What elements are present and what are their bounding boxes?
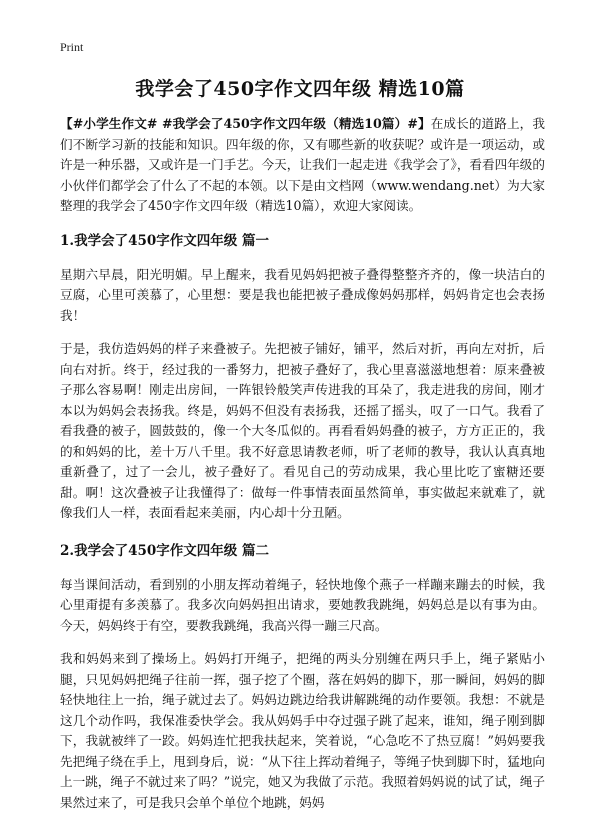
section-paragraph: 每当课间活动，看到别的小朋友挥动着绳子，轻快地像个燕子一样蹦来蹦去的时候，我心里甭提有多羡慕了。我多次向妈妈担出请求，要她教我跳绳，妈妈总是以有事为由。今天，妈妈终于有空，要教我跳绳，我高兴得一蹦三尺高。 <box>60 576 545 633</box>
intro-text: 在成长的道路上，我们不断学习新的技能和知识。四年级的你，又有哪些新的收获呢？或许是一项运动，或许是一种乐器，又或许是一门手艺。今天，让我们一起走进《我学会了》，看看四年级的小伙伴们都学会了什么了不起的本领。以下是由文档网（www.wendang.net）为大家整理的我学会了450字作文四年级（精选10篇），欢迎大家阅读。 <box>60 116 545 213</box>
section-paragraph: 我和妈妈来到了操场上。妈妈打开绳子，把绳的两头分别缠在两只手上，绳子紧贴小腿，只见妈妈把绳子往前一挥，强子挖了个圈，落在妈妈的脚下，那一瞬间，妈妈的脚轻快地往上一抬，绳子就过去了。妈妈边跳边给我讲解跳绳的动作要领。我想：不就是这几个动作吗，我保准委快学会。我从妈妈手中夺过强子跳了起来，谁知，绳子刚到脚下，我就被绊了一跤。妈妈连忙把我扶起来，笑着说，“心急吃不了热豆腐！”妈妈要我先把绳子绕在手上，甩到身后，说：“从下往上挥动着绳子，等绳子快到脚下时，猛地向上一跳，绳子不就过来了吗？”说完，她又为我做了示范。我照着妈妈说的试了试，绳子果然过来了，可是我只会单个单位个地跳，妈妈 <box>60 651 546 810</box>
print-link[interactable]: Print <box>60 40 84 54</box>
intro-tag: 【#小学生作文# #我学会了450字作文四年级（精选10篇）#】 <box>60 116 431 131</box>
page-title: 我学会了450字作文四年级 精选10篇 <box>135 78 465 100</box>
section-paragraph: 于是，我仿造妈妈的样子来叠被子。先把被子铺好，铺平，然后对折，再向左对折，后向右对折。终于，经过我的一番努力，把被子叠好了，我心里喜滋滋地想着：原来叠被子那么容易啊！刚走出房间，一阵银铃般笑声传进我的耳朵了，我走进我的房间，刚才本以为妈妈会表扬我。终是，妈妈不但没有表扬我，还摇了摇头，叹了一口气。我看了看我叠的被子，圆鼓鼓的，像一个大冬瓜似的。再看看妈妈叠的被子，方方正正的，我的和妈妈的比，差十万八千里。我不好意思请教老师，听了老师的教导，我认认真真地重新叠了，过了一会儿，被子叠好了。看见自己的劳动成果，我心里比吃了蜜糖还要甜。啊！这次叠被子让我懂得了：做每一件事情表面虽然简单，事实做起来就难了，就像我们人一样，表面看起来美丽，内心却十分丑陋。 <box>60 341 545 520</box>
section-heading: 2.我学会了450字作文四年级 篇二 <box>60 542 269 559</box>
article-body <box>60 114 545 826</box>
intro-paragraph <box>60 114 545 217</box>
section-paragraph: 星期六早晨，阳光明媚。早上醒来，我看见妈妈把被子叠得整整齐齐的，像一块洁白的豆腐，心里可羡慕了，心里想：要是我也能把被子叠成像妈妈那样，妈妈肯定也会表扬我！ <box>60 266 545 323</box>
section-heading: 1.我学会了450字作文四年级 篇一 <box>60 232 269 249</box>
